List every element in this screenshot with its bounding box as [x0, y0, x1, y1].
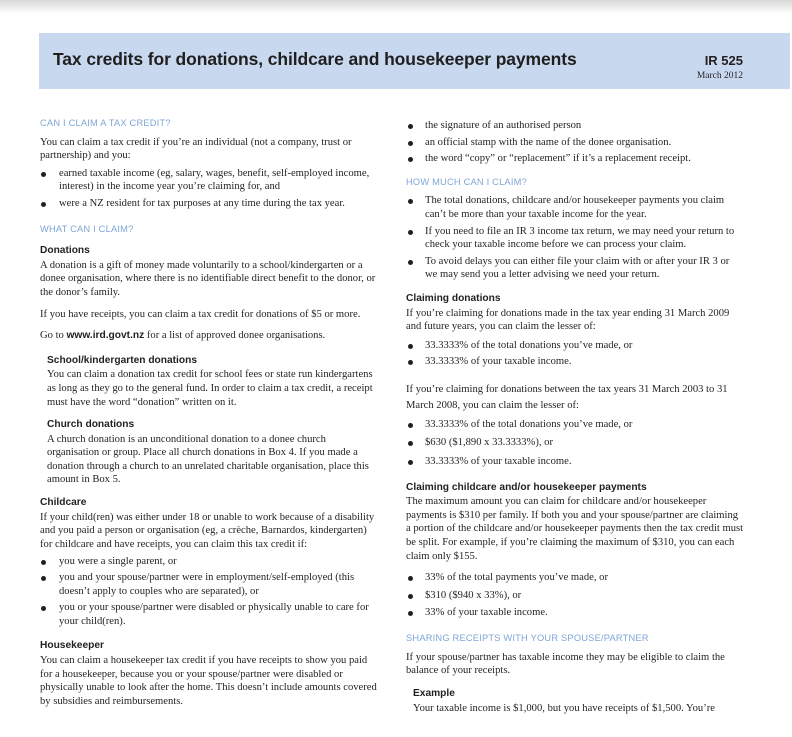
- goto-paragraph: [40, 329, 378, 343]
- page-top-shadow: [0, 0, 792, 14]
- housekeeper-title: Housekeeper: [40, 640, 104, 652]
- right-column: [406, 117, 744, 716]
- claiming-donations-p1: If you’re claiming for donations made in the tax year ending 31 March 2009 and future years, you can claim the lesser of:: [406, 307, 730, 333]
- church-donations-title: Church donations: [47, 419, 135, 431]
- housekeeper-text: You can claim a housekeeper tax credit if you have receipts to show you paid for a housekeeper, because you or your spouse/partner were disabled or physically unable to look after the home. This doesn’t include amounts covered by subsidies and reimbursements.: [40, 655, 377, 707]
- list-item: $310 ($940 x 33%), or: [406, 589, 744, 603]
- list-item: an official stamp with the name of the donee organisation.: [406, 136, 744, 150]
- claiming-donations-title: Claiming donations: [406, 292, 501, 304]
- can-claim-list: [40, 167, 378, 211]
- example-text: Your taxable income is $1,000, but you have receipts of $1,500. You’re: [413, 703, 715, 715]
- list-item: were a NZ resident for tax purposes at any time during the tax year.: [40, 197, 378, 211]
- example-title: Example: [413, 687, 455, 699]
- sharing-text: If your spouse/partner has taxable income they may be eligible to claim the balance of your receipts.: [406, 651, 725, 677]
- list-item: $630 ($1,890 x 33.3333%), or: [406, 436, 744, 450]
- list-item: 33% of the total payments you’ve made, or: [406, 571, 744, 585]
- list-item: 33% of your taxable income.: [406, 606, 744, 620]
- childcare-lesser-list: [406, 571, 744, 620]
- goto-suffix: for a list of approved donee organisations.: [144, 330, 326, 342]
- section-heading-sharing: SHARING RECEIPTS WITH YOUR SPOUSE/PARTNER: [406, 633, 649, 644]
- list-item: the signature of an authorised person: [406, 119, 744, 133]
- donations-lesser-list-1: [406, 339, 744, 369]
- receipt-requirements-list: [406, 119, 744, 166]
- donations-paragraph-2: If you have receipts, you can claim a tax credit for donations of $5 or more.: [40, 308, 361, 320]
- childcare-list: [40, 555, 378, 628]
- list-item: you were a single parent, or: [40, 555, 378, 569]
- school-donations-text: You can claim a donation tax credit for school fees or state run kindergartens as long as they go to the general fund. In order to claim a tax credit, a receipt must have the word “donation” written on it.: [47, 369, 373, 408]
- claiming-childcare-title: Claiming childcare and/or housekeeper payments: [406, 481, 647, 493]
- page-title: Tax credits for donations, childcare and housekeeper payments: [53, 49, 577, 69]
- donations-title: Donations: [40, 245, 90, 257]
- list-item: To avoid delays you can either file your claim with or after your IR 3 or we may send you a letter advising we need your return.: [406, 255, 744, 282]
- section-heading-how-much: HOW MUCH CAN I CLAIM?: [406, 176, 527, 187]
- childcare-text: If your child(ren) was either under 18 or unable to work because of a disability and you paid a person or organisation (eg, a crèche, Barnardos, kindergarten) for childcare and have receipts, you can claim this tax credit if:: [40, 511, 375, 550]
- list-item: 33.3333% of your taxable income.: [406, 355, 744, 369]
- list-item: you and your spouse/partner were in employment/self-employed (this doesn’t apply to couples who are separated), or: [40, 571, 378, 598]
- section-heading-what-claim: WHAT CAN I CLAIM?: [40, 223, 134, 234]
- claiming-childcare-text: The maximum amount you can claim for childcare and/or housekeeper payments is $310 per family. If both you and your spouse/partner are claiming a portion of the childcare and/or housekeeper payments then the tax credit must be split. For example, if you’re claiming the maximum of $310, you can each claim only $155.: [406, 496, 744, 562]
- list-item: The total donations, childcare and/or housekeeper payments you claim can’t be more than your taxable income for the year.: [406, 194, 744, 221]
- left-column: [40, 117, 378, 708]
- form-code: IR 525: [704, 53, 743, 68]
- list-item: 33.3333% of your taxable income.: [406, 455, 744, 469]
- list-item: the word “copy” or “replacement” if it’s a replacement receipt.: [406, 152, 744, 166]
- section-heading-can-claim: CAN I CLAIM A TAX CREDIT?: [40, 118, 171, 128]
- form-date: March 2012: [696, 71, 743, 81]
- list-item: you or your spouse/partner were disabled or physically unable to care for your child(ren).: [40, 601, 378, 628]
- list-item: If you need to file an IR 3 income tax return, we may need your return to check your taxable income before we can process your claim.: [406, 225, 744, 252]
- church-donations-text: A church donation is an unconditional donation to a donee church organisation or group. Place all church donations in Box 4. If you made a donation through a church to an unrelated charitable organisation, place this amount in Box 5.: [47, 433, 369, 486]
- goto-prefix: Go to: [40, 330, 67, 342]
- list-item: earned taxable income (eg, salary, wages, benefit, self-employed income, interest) in the income year you’re claiming for, and: [40, 167, 378, 194]
- list-item: 33.3333% of the total donations you’ve made, or: [406, 418, 744, 432]
- title-banner: [39, 33, 790, 89]
- claiming-donations-p2: If you’re claiming for donations between the tax years 31 March 2003 to 31 March 2008, you can claim the lesser of:: [406, 383, 728, 411]
- list-item: 33.3333% of the total donations you’ve made, or: [406, 339, 744, 353]
- donations-lesser-list-2: [406, 418, 744, 469]
- donations-paragraph-1: A donation is a gift of money made voluntarily to a school/kindergarten or a donee organisation, where there is no identifiable direct benefit to the donor, or the donor’s family.: [40, 259, 376, 298]
- childcare-title: Childcare: [40, 497, 87, 509]
- how-much-list: [406, 194, 744, 282]
- ird-website-link[interactable]: www.ird.govt.nz: [66, 330, 145, 342]
- school-donations-title: School/kindergarten donations: [47, 354, 197, 366]
- can-claim-intro: You can claim a tax credit if you’re an individual (not a company, trust or partnership) and you:: [40, 136, 352, 162]
